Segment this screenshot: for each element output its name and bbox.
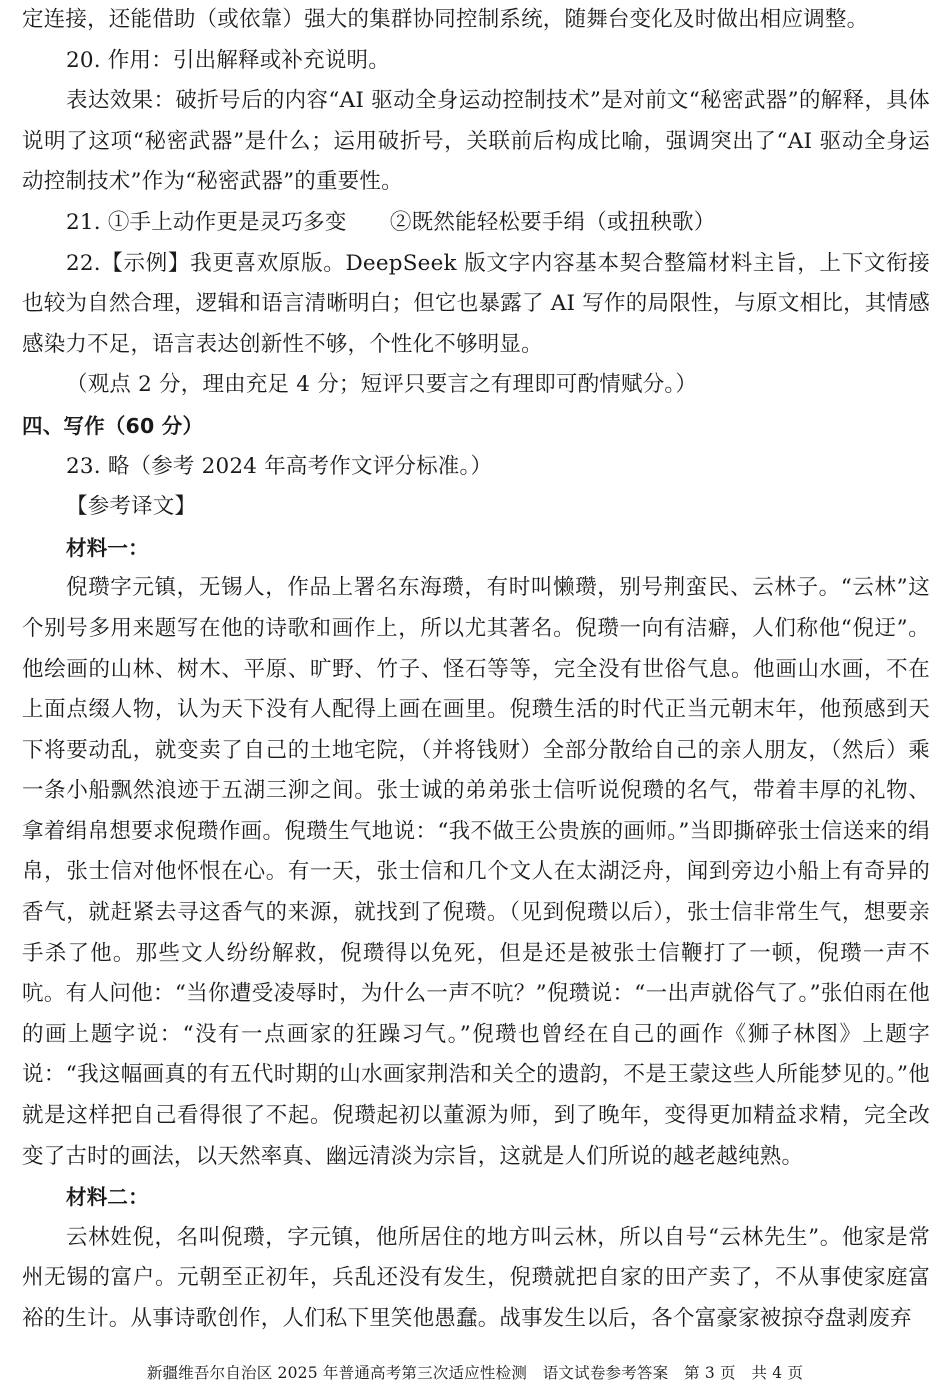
paragraph: 20. 作用：引出解释或补充说明。 xyxy=(66,47,390,73)
section-heading: 四、写作（60 分） xyxy=(22,413,204,438)
paragraph: （观点 2 分，理由充足 4 分；短评只要言之有理即可酌情赋分。） xyxy=(66,372,698,398)
paragraph: 表达效果：破折号后的内容“AI 驱动全身运动控制技术”是对前文“秘密武器”的解释，具体说明了这项“秘密武器”是什么；运用破折号，关联前后构成比喻，强调突出了“AI 驱动全身运动控制技术”作为“秘密武器”的重要性。 xyxy=(22,88,930,195)
document-body xyxy=(22,0,930,1340)
paragraph: 定连接，还能借助（或依靠）强大的集群协同控制系统，随舞台变化及时做出相应调整。 xyxy=(22,7,869,32)
paragraph: 【参考译文】 xyxy=(66,494,197,520)
paragraph: 21. ①手上动作更是灵巧多变 ②既然能轻松要手绢（或扭秧歌） xyxy=(66,209,716,235)
paragraph: 23. 略（参考 2024 年高考作文评分标准。） xyxy=(66,453,493,479)
paragraph: 云林姓倪，名叫倪瓒，字元镇，他所居住的地方叫云林，所以自号“云林先生”。他家是常州无锡的富户。元朝至正初年，兵乱还没有发生，倪瓒就把自家的田产卖了，不从事使家庭富裕的生计。从事诗歌创作，人们私下里笑他愚蠢。战事发生以后，各个富豪家被掠夺盘剥废弃 xyxy=(22,1224,930,1331)
page-footer: 新疆维吾尔自治区 2025 年普通高考第三次适应性检测 语文试卷参考答案 第 3 页 共 4 页 xyxy=(146,1364,804,1382)
material-heading: 材料一： xyxy=(66,535,149,560)
paragraph: 倪瓒字元镇，无锡人，作品上署名东海瓒，有时叫懒瓒，别号荆蛮民、云林子。“云林”这个别号多用来题写在他的诗歌和画作上，所以尤其著名。倪瓒一向有洁癖，人们称他“倪迂”。他绘画的山林、树木、平原、旷野、竹子、怪石等等，完全没有世俗气息。他画山水画，不在上面点缀人物，认为天下没有人配得上画在画里。倪瓒生活的时代正当元朝末年，他预感到天下将要动乱，就变卖了自己的土地宅院，（并将钱财）全部分散给自己的亲人朋友，（然后）乘一条小船飘然浪迹于五湖三泖之间。张士诚的弟弟张士信听说倪瓒的名气，带着丰厚的礼物、拿着绢帛想要求倪瓒作画。倪瓒生气地说：“我不做王公贵族的画师。”当即撕碎张士信送来的绢帛，张士信对他怀恨在心。有一天，张士信和几个文人在太湖泛舟，闻到旁边小船上有奇异的香气，就赶紧去寻这香气的来源，就找到了倪瓒。（见到倪瓒以后），张士信非常生气，想要亲手杀了他。那些文人纷纷解救，倪瓒得以免死，但是还是被张士信鞭打了一顿，倪瓒一声不吭。有人问他：“当你遭受凌辱时，为什么一声不吭？”倪瓒说：“一出声就俗气了。”张伯雨在他的画上题字说：“没有一点画家的狂躁习气。”倪瓒也曾经在自己的画作《狮子林图》上题字说：“我这幅画真的有五代时期的山水画家荆浩和关仝的遗韵，不是王蒙这些人所能梦见的。”他就是这样把自己看得很了不起。倪瓒起初以董源为师，到了晚年，变得更加精益求精，完全改变了古时的画法，以天然率真、幽远清淡为宗旨，这就是人们所说的越老越纯熟。 xyxy=(22,575,930,1169)
paragraph: 22.【示例】我更喜欢原版。DeepSeek 版文字内容基本契合整篇材料主旨，上下文衔接也较为自然合理，逻辑和语言清晰明白；但它也暴露了 AI 写作的局限性，与原文相比，其情感感染力不足，语言表达创新性不够，个性化不够明显。 xyxy=(22,250,930,357)
material-heading: 材料二： xyxy=(66,1185,149,1210)
